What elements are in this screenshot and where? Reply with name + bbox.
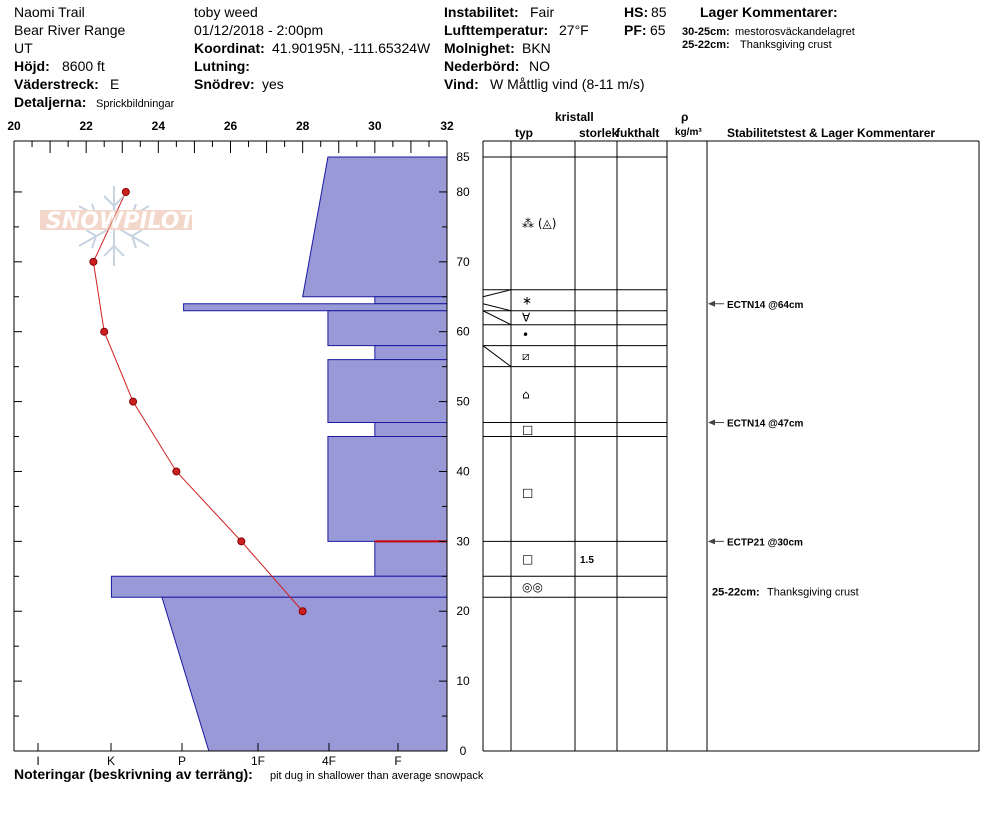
layer-comments-title: Lager Kommentarer: (700, 4, 838, 20)
hardness-tick-label: I (36, 754, 40, 768)
hardness-tick-label: 1F (250, 754, 266, 768)
air-temp-value: 27°F (559, 22, 589, 38)
elevation-label: Höjd: (14, 58, 50, 74)
temperature-axis (7, 119, 454, 153)
temperature-line (93, 192, 302, 611)
crystal-type-glyph: ⌂ (522, 387, 530, 402)
col-size-header: storlek (579, 126, 619, 140)
test-arrow-head (708, 420, 715, 426)
crystal-size-value: 1.5 (580, 554, 594, 566)
crystal-type-glyph: □ (522, 551, 534, 566)
notes (14, 766, 484, 782)
snowpilot-watermark (40, 186, 196, 266)
hardness-tick-label: K (106, 754, 116, 768)
mountain-range: Bear River Range (14, 22, 126, 38)
depth-tick-label: 20 (456, 604, 470, 619)
layer-comment-1-text: mestorosväckandelagret (735, 26, 855, 38)
hardness-layer-8 (328, 437, 447, 542)
pf-value: 65 (650, 22, 666, 38)
hardness-temperature-plot (7, 119, 470, 768)
watermark-text: SNOWPILOT (46, 209, 195, 234)
temperature-point (122, 188, 129, 195)
sky-label: Molnighet: (444, 40, 515, 56)
test-arrow-head (708, 538, 715, 544)
hardness-layer-10 (111, 576, 447, 597)
hardness-layers (111, 157, 447, 751)
coordinate-value: 41.90195N, -111.65324W (272, 40, 431, 56)
temp-tick-label: 20 (7, 119, 21, 133)
layer-connector (483, 290, 511, 297)
table-rows (483, 157, 859, 599)
notes-label: Noteringar (beskrivning av terräng): (14, 766, 253, 782)
hs-label: HS: (624, 4, 649, 20)
layer-comment-2-range: 25-22cm: (682, 39, 730, 51)
col-typ-header: typ (515, 126, 533, 140)
temp-tick-label: 26 (223, 119, 238, 133)
location-name: Naomi Trail (14, 4, 85, 20)
wind-value: W Måttlig vind (8-11 m/s) (490, 76, 645, 92)
notes-text: pit dug in shallower than average snowpack (270, 770, 484, 782)
table-frame (483, 141, 979, 751)
hardness-layer-3 (184, 304, 447, 311)
coordinate-label: Koordinat: (194, 40, 265, 56)
pf-label: PF: (624, 22, 647, 38)
temp-tick-label: 24 (151, 119, 166, 133)
hardness-layer-4 (328, 311, 447, 346)
depth-tick-label: 40 (456, 464, 470, 479)
depth-tick-label: 0 (459, 744, 467, 758)
col-tests-header: Stabilitetstest & Lager Kommentarer (727, 126, 936, 140)
temp-tick-label: 22 (79, 119, 93, 133)
temperature-point (101, 328, 108, 335)
header (14, 4, 855, 110)
temperature-point (130, 398, 137, 405)
hardness-layer-2 (375, 297, 447, 304)
crystal-type-glyph: ◎◎ (522, 579, 543, 594)
temperature-point (173, 468, 180, 475)
observer-name: toby weed (194, 4, 258, 20)
temp-tick-label: 28 (295, 119, 310, 133)
layer-comment-text: Thanksgiving crust (767, 586, 859, 599)
instability-label: Instabilitet: (444, 4, 519, 20)
temp-tick-label: 30 (368, 119, 382, 133)
layer-comment-2-text: Thanksgiving crust (740, 39, 832, 51)
air-temp-label: Lufttemperatur: (444, 22, 549, 38)
depth-tick-label: 60 (456, 324, 470, 339)
temp-tick-label: 32 (440, 119, 454, 133)
precip-value: NO (529, 58, 550, 74)
crystal-type-glyph: □ (522, 422, 534, 437)
col-density-header: ρ (681, 110, 689, 124)
col-moisture-header: fukthalt (616, 126, 660, 140)
hardness-layer-7 (375, 423, 447, 437)
aspect-value: E (110, 76, 120, 92)
crystal-type-glyph: • (522, 328, 530, 343)
stability-test-label: ECTN14 @64cm (727, 299, 804, 311)
drift-label: Snödrev: (194, 76, 255, 92)
hardness-layer-1 (303, 157, 447, 297)
layer-comment-1-range: 30-25cm: (682, 26, 730, 38)
layer-table (483, 110, 979, 751)
crystal-type-glyph: ∗ (522, 293, 533, 308)
hardness-layer-5 (375, 346, 447, 360)
sky-value: BKN (522, 40, 551, 56)
hardness-layer-6 (328, 360, 447, 423)
hardness-layer-9 (375, 541, 447, 576)
temperature-point (90, 258, 97, 265)
depth-tick-label: 80 (456, 184, 470, 199)
crystal-type-glyph: ⧄ (522, 349, 530, 364)
precip-label: Nederbörd: (444, 58, 520, 74)
layer-connector (483, 311, 511, 325)
hs-value: 85 (651, 4, 667, 20)
depth-tick-label: 30 (456, 534, 470, 549)
crystal-type-glyph: □ (522, 485, 534, 500)
aspect-label: Väderstreck: (14, 76, 99, 92)
observation-datetime: 01/12/2018 - 2:00pm (194, 22, 324, 38)
slope-label: Lutning: (194, 58, 250, 74)
hardness-tick-label: F (394, 754, 402, 768)
hardness-layer-11 (162, 597, 447, 751)
hardness-tick-label: P (177, 754, 187, 768)
temperature-point (299, 608, 306, 615)
stability-test-label: ECTN14 @47cm (727, 418, 804, 430)
state: UT (14, 40, 33, 56)
wind-label: Vind: (444, 76, 479, 92)
crystal-type-glyph: ∀ (522, 310, 531, 325)
depth-tick-label: 70 (456, 254, 470, 269)
col-density-unit: kg/m³ (675, 127, 702, 138)
depth-tick-label: 50 (456, 394, 470, 409)
depth-tick-label: 10 (456, 674, 470, 689)
details-label: Detaljerna: (14, 94, 87, 110)
test-arrow-head (708, 301, 715, 307)
elevation-value: 8600 ft (62, 58, 105, 74)
temperature-profile (90, 188, 306, 614)
layer-connector (483, 304, 511, 311)
drift-value: yes (262, 76, 284, 92)
details-value: Sprickbildningar (96, 98, 175, 110)
temperature-point (238, 538, 245, 545)
layer-comment-range: 25-22cm: (712, 586, 760, 599)
hardness-tick-label: 4F (321, 754, 337, 768)
layer-connector (483, 346, 511, 367)
instability-value: Fair (530, 4, 555, 20)
crystal-type-glyph: ⁂ (◬) (522, 216, 557, 231)
stability-test-label: ECTP21 @30cm (727, 537, 803, 549)
depth-tick-label: 85 (456, 150, 470, 164)
col-kristall-header: kristall (555, 110, 594, 124)
